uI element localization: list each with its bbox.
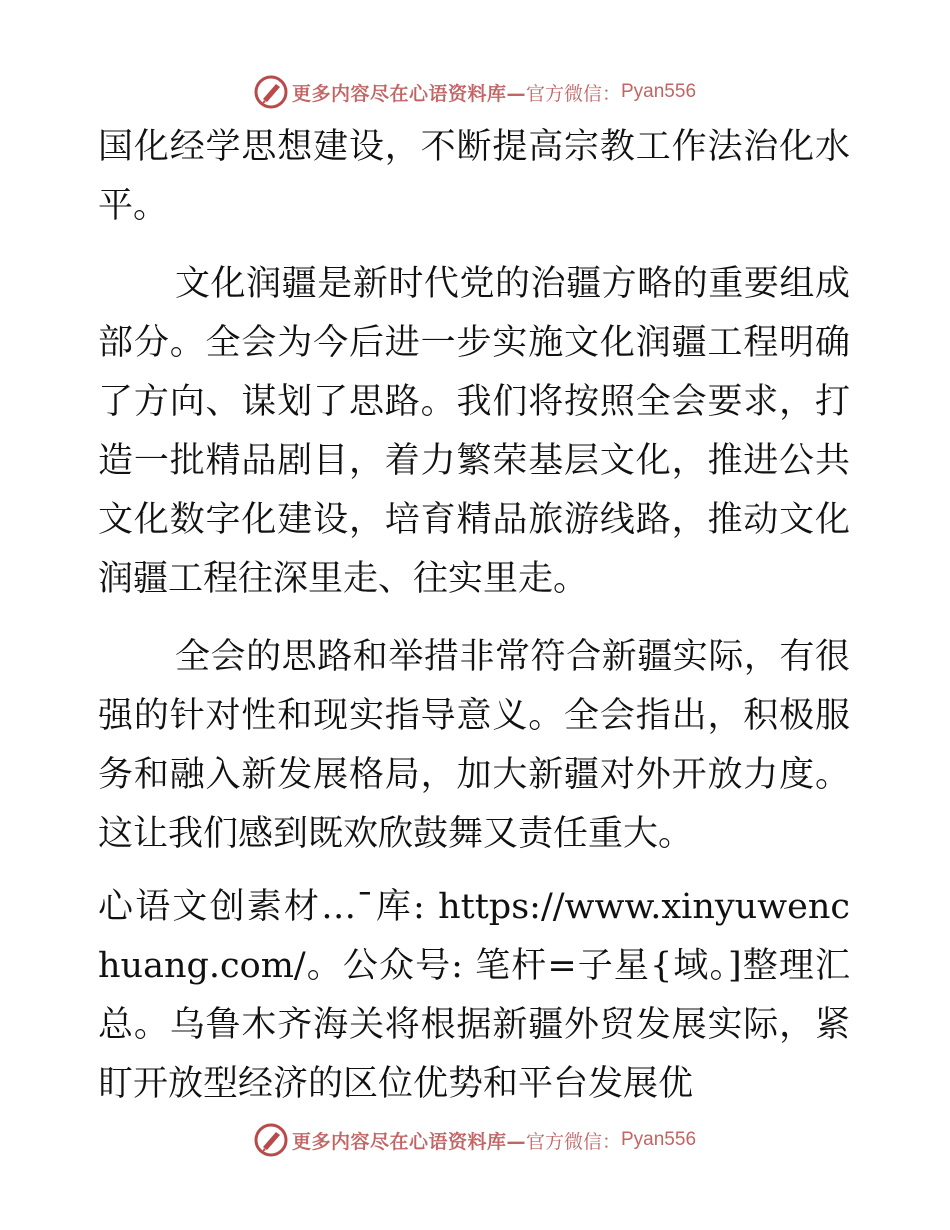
watermark-wechat-label: 官方微信： xyxy=(525,1130,621,1153)
logo-icon xyxy=(254,75,288,109)
paragraph-1: 国化经学思想建设，不断提高宗教工作法治化水平。 xyxy=(98,127,850,226)
watermark-text: 更多内容尽在心语资料库— xyxy=(291,1130,526,1153)
logo-icon xyxy=(254,1123,288,1157)
header-watermark xyxy=(0,72,950,112)
watermark-wechat-label: 官方微信： xyxy=(525,82,621,105)
paragraph-3: 全会的思路和举措非常符合新疆实际，有很强的针对性和现实指导意义。全会指出，积极服务和融入新发展格局，加大新疆对外开放力度。这让我们感到既欢欣鼓舞又责任重大。 xyxy=(98,637,850,854)
paragraph-4: 心语文创素材…¯库: https://www.xinyuwenchuang.com/。公众号: 笔杆=子星{域。]整理汇总。乌鲁木齐海关将根据新疆外贸发展实际，紧盯开放型经济的区位优势和平台发展优 xyxy=(98,887,850,1104)
document-body xyxy=(98,118,850,1114)
watermark-wechat-id: Pyan556 xyxy=(621,1129,697,1150)
watermark-wechat-id: Pyan556 xyxy=(621,81,697,102)
footer-watermark xyxy=(0,1120,950,1160)
watermark-text: 更多内容尽在心语资料库— xyxy=(291,82,526,105)
paragraph-2: 文化润疆是新时代党的治疆方略的重要组成部分。全会为今后进一步实施文化润疆工程明确了方向、谋划了思路。我们将按照全会要求，打造一批精品剧目，着力繁荣基层文化，推进公共文化数字化建设，培育精品旅游线路，推动文化润疆工程往深里走、往实里走。 xyxy=(98,264,850,599)
